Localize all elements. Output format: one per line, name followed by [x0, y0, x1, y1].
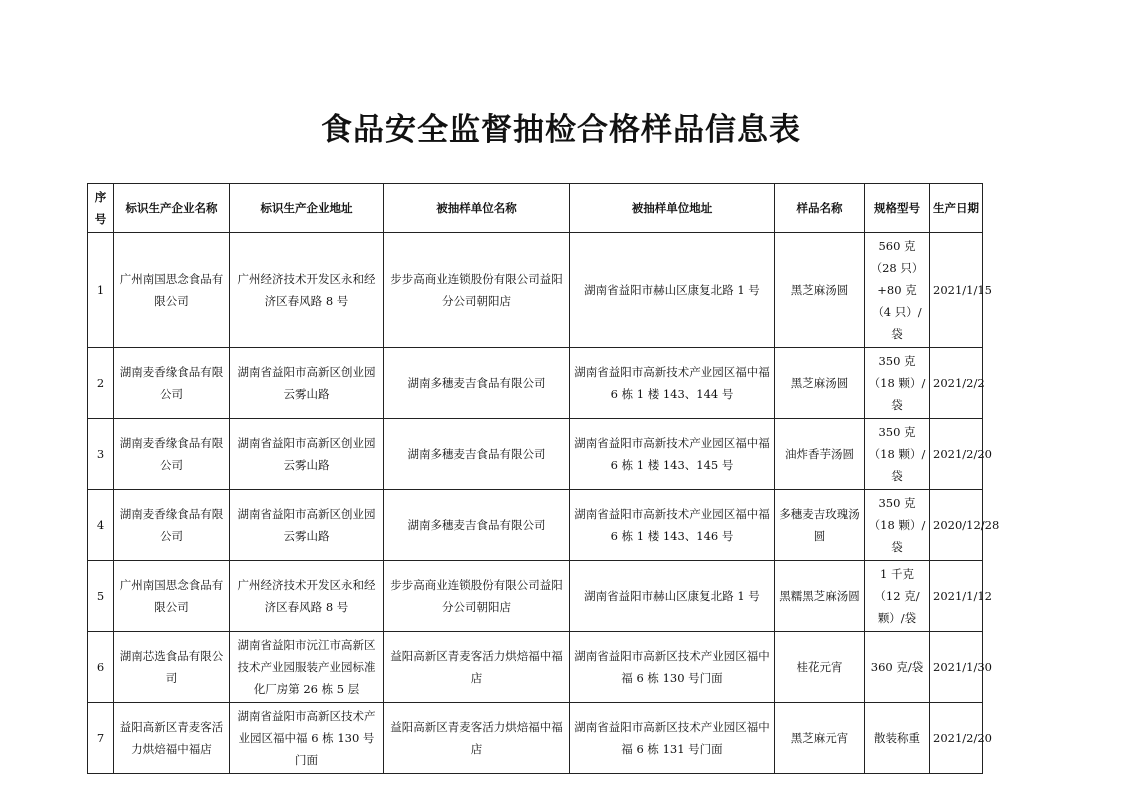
table-row [88, 233, 983, 348]
cell-sampled-address: 湖南省益阳市赫山区康复北路 1 号 [570, 233, 775, 348]
header-date: 生产日期 [930, 184, 983, 233]
header-spec: 规格型号 [865, 184, 930, 233]
cell-no: 6 [88, 632, 114, 703]
cell-producer: 益阳高新区青麦客活力烘焙福中福店 [114, 703, 230, 774]
table-row [88, 490, 983, 561]
cell-date: 2021/1/30 [930, 632, 983, 703]
cell-sampled-unit: 湖南多穗麦吉食品有限公司 [384, 490, 570, 561]
cell-sampled-address: 湖南省益阳市高新技术产业园区福中福 6 栋 1 楼 143、146 号 [570, 490, 775, 561]
page-title: 食品安全监督抽检合格样品信息表 [321, 112, 801, 148]
cell-date: 2021/1/12 [930, 561, 983, 632]
cell-date: 2021/1/15 [930, 233, 983, 348]
cell-sampled-unit: 步步高商业连锁股份有限公司益阳分公司朝阳店 [384, 561, 570, 632]
table-row [88, 419, 983, 490]
header-product: 样品名称 [775, 184, 865, 233]
cell-product: 黑糯黑芝麻汤圆 [775, 561, 865, 632]
cell-producer-address: 湖南省益阳市高新区创业园云雾山路 [230, 490, 384, 561]
cell-producer-address: 广州经济技术开发区永和经济区春风路 8 号 [230, 561, 384, 632]
cell-sampled-unit: 益阳高新区青麦客活力烘焙福中福店 [384, 632, 570, 703]
header-producer-address: 标识生产企业地址 [230, 184, 384, 233]
header-producer: 标识生产企业名称 [114, 184, 230, 233]
cell-no: 1 [88, 233, 114, 348]
header-sampled-unit: 被抽样单位名称 [384, 184, 570, 233]
cell-product: 桂花元宵 [775, 632, 865, 703]
cell-no: 3 [88, 419, 114, 490]
cell-sampled-address: 湖南省益阳市高新区技术产业园区福中福 6 栋 130 号门面 [570, 632, 775, 703]
cell-sampled-unit: 湖南多穗麦吉食品有限公司 [384, 348, 570, 419]
cell-no: 2 [88, 348, 114, 419]
cell-date: 2021/2/20 [930, 703, 983, 774]
cell-sampled-address: 湖南省益阳市高新技术产业园区福中福 6 栋 1 楼 143、145 号 [570, 419, 775, 490]
table-header-row [88, 184, 983, 233]
sample-info-table [87, 183, 1000, 774]
cell-producer: 湖南芯选食品有限公司 [114, 632, 230, 703]
cell-spec: 560 克（28 只）+80 克（4 只）/袋 [865, 233, 930, 348]
cell-producer: 湖南麦香缘食品有限公司 [114, 348, 230, 419]
cell-sampled-unit: 湖南多穗麦吉食品有限公司 [384, 419, 570, 490]
cell-spec: 散装称重 [865, 703, 930, 774]
cell-spec: 350 克（18 颗）/袋 [865, 348, 930, 419]
header-sampled-address: 被抽样单位地址 [570, 184, 775, 233]
cell-product: 黑芝麻元宵 [775, 703, 865, 774]
cell-date: 2021/2/2 [930, 348, 983, 419]
cell-sampled-unit: 益阳高新区青麦客活力烘焙福中福店 [384, 703, 570, 774]
cell-spec: 350 克（18 颗）/袋 [865, 490, 930, 561]
table-row [88, 348, 983, 419]
cell-sampled-unit: 步步高商业连锁股份有限公司益阳分公司朝阳店 [384, 233, 570, 348]
header-no: 序号 [88, 184, 114, 233]
table-row [88, 703, 983, 774]
cell-no: 7 [88, 703, 114, 774]
cell-sampled-address: 湖南省益阳市高新区技术产业园区福中福 6 栋 131 号门面 [570, 703, 775, 774]
cell-sampled-address: 湖南省益阳市高新技术产业园区福中福 6 栋 1 楼 143、144 号 [570, 348, 775, 419]
cell-producer: 湖南麦香缘食品有限公司 [114, 419, 230, 490]
cell-producer-address: 湖南省益阳市高新区技术产业园区福中福 6 栋 130 号门面 [230, 703, 384, 774]
cell-no: 4 [88, 490, 114, 561]
cell-producer-address: 广州经济技术开发区永和经济区春风路 8 号 [230, 233, 384, 348]
cell-producer-address: 湖南省益阳市高新区创业园云雾山路 [230, 419, 384, 490]
cell-spec: 1 千克（12 克/颗）/袋 [865, 561, 930, 632]
cell-producer: 广州南国思念食品有限公司 [114, 233, 230, 348]
cell-producer: 广州南国思念食品有限公司 [114, 561, 230, 632]
cell-product: 黑芝麻汤圆 [775, 233, 865, 348]
table-row [88, 561, 983, 632]
cell-spec: 360 克/袋 [865, 632, 930, 703]
cell-producer-address: 湖南省益阳市沅江市高新区技术产业园服装产业园标准化厂房第 26 栋 5 层 [230, 632, 384, 703]
table-row [88, 632, 983, 703]
cell-product: 油炸香芋汤圆 [775, 419, 865, 490]
cell-spec: 350 克（18 颗）/袋 [865, 419, 930, 490]
cell-product: 黑芝麻汤圆 [775, 348, 865, 419]
cell-producer-address: 湖南省益阳市高新区创业园云雾山路 [230, 348, 384, 419]
cell-date: 2020/12/28 [930, 490, 983, 561]
cell-producer: 湖南麦香缘食品有限公司 [114, 490, 230, 561]
cell-no: 5 [88, 561, 114, 632]
cell-sampled-address: 湖南省益阳市赫山区康复北路 1 号 [570, 561, 775, 632]
cell-product: 多穗麦吉玫瑰汤圆 [775, 490, 865, 561]
cell-date: 2021/2/20 [930, 419, 983, 490]
